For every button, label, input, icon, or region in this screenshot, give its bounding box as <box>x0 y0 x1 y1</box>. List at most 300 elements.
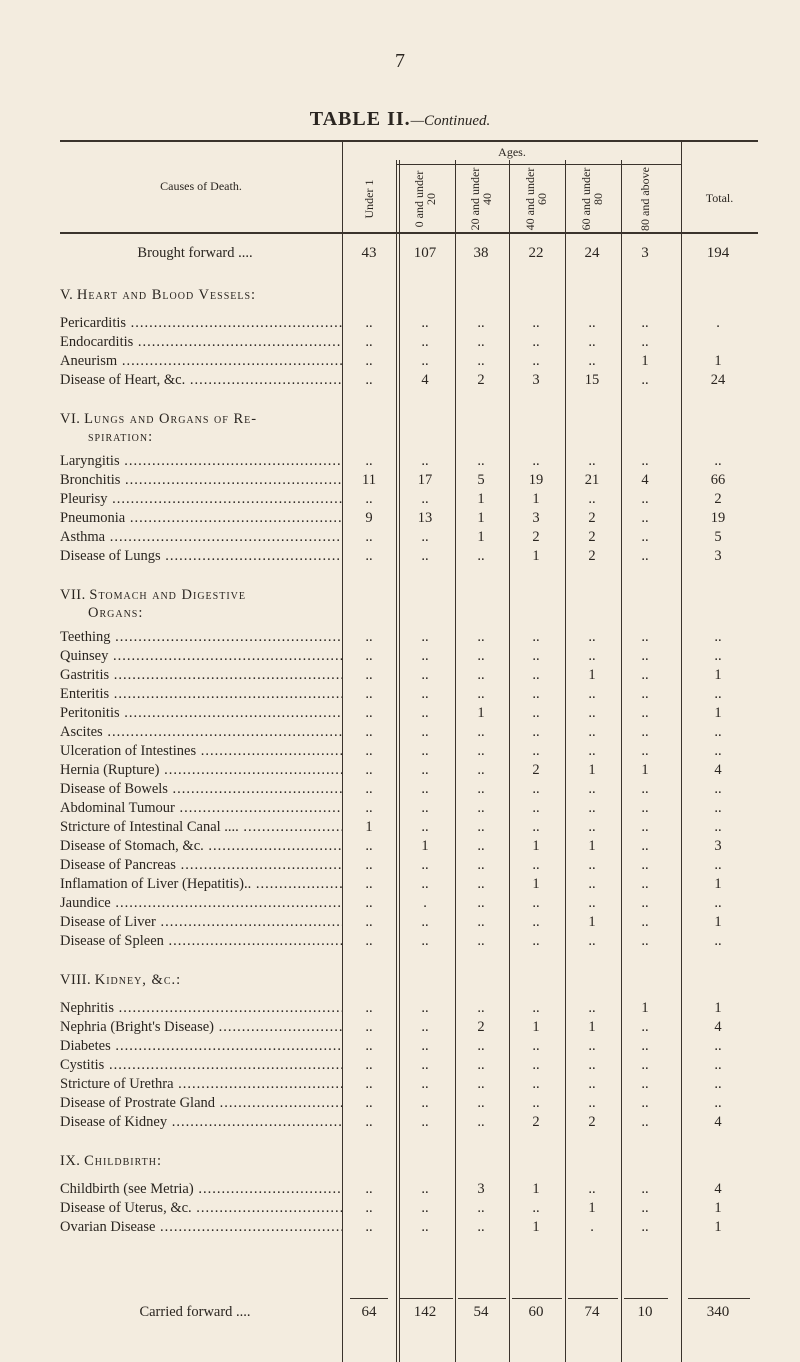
table-row-val-4: .. <box>532 724 540 740</box>
section-numeral: V. <box>60 287 74 303</box>
table-row-val-7: 1 <box>714 667 722 683</box>
table-row-val-6: .. <box>641 895 649 911</box>
table-row-val-3: .. <box>477 876 485 892</box>
table-row-val-6: 1 <box>641 1000 649 1016</box>
table-row-val-3: .. <box>477 838 485 854</box>
table-row-val-3: .. <box>477 315 485 331</box>
table-row-val-7: .. <box>714 453 722 469</box>
table-row-val-3: 5 <box>477 472 485 488</box>
table-row-val-3: .. <box>477 1095 485 1111</box>
table-row-val-3: .. <box>477 819 485 835</box>
table-row-label: Nephritis ..... <box>60 997 342 1019</box>
section-numeral: VII. <box>60 587 86 603</box>
table-row-val-5: . <box>590 1219 594 1235</box>
table-row-val-3: .. <box>477 743 485 759</box>
table-row-val-4: 2 <box>532 762 540 778</box>
table-row-val-6: .. <box>641 667 649 683</box>
table-row-val-6: .. <box>641 800 649 816</box>
table-row-val-3: .. <box>477 762 485 778</box>
table-row-val-7: .. <box>714 686 722 702</box>
table-row-val-2: .. <box>421 1114 429 1130</box>
table-row-val-4: .. <box>532 334 540 350</box>
table-row-label: Disease of Spleen ..... <box>60 930 342 952</box>
table-row-val-4: .. <box>532 800 540 816</box>
table-row-val-6: .. <box>641 1219 649 1235</box>
table-row-val-3: 2 <box>477 1019 485 1035</box>
table-row-val-7: .. <box>714 819 722 835</box>
table-row-val-2: .. <box>421 933 429 949</box>
table-row-val-2: 13 <box>417 510 433 526</box>
table-row-val-6: .. <box>641 819 649 835</box>
table-row-val-2: .. <box>421 724 429 740</box>
table-row-val-7: 4 <box>714 762 722 778</box>
table-row-val-4: .. <box>532 629 540 645</box>
table-row-val-4: .. <box>532 648 540 664</box>
table-row-val-7: 1 <box>714 705 722 721</box>
table-row-val-5: .. <box>588 876 596 892</box>
table-row-val-4: 19 <box>528 472 544 488</box>
table-row-val-3: 2 <box>477 372 485 388</box>
table-row-val-7: 1 <box>714 353 722 369</box>
table-row-val-1: .. <box>365 648 373 664</box>
table-row-val-3: 1 <box>477 705 485 721</box>
table-row-val-2: .. <box>421 1057 429 1073</box>
ages-rule <box>397 164 681 165</box>
table-row-label: Disease of Pancreas ..... <box>60 854 342 876</box>
table-row-val-6: .. <box>641 453 649 469</box>
carried-rule-3 <box>458 1298 506 1299</box>
section-header-1 <box>60 286 350 304</box>
table-row-val-5: 1 <box>588 914 596 930</box>
table-row-val-5: 1 <box>588 762 596 778</box>
brought-forward-row-val-3: 38 <box>473 245 489 261</box>
brought-forward-row-label: Brought forward .... <box>137 245 253 261</box>
table-row-val-7: 5 <box>714 529 722 545</box>
section-header-5 <box>60 1152 350 1170</box>
brought-forward-row <box>0 242 800 264</box>
table-row-val-4: 1 <box>532 876 540 892</box>
table-row-val-2: .. <box>421 1019 429 1035</box>
table-row-label: Ovarian Disease ..... <box>60 1216 342 1238</box>
table-row-val-5: 2 <box>588 529 596 545</box>
section-numeral: VIII. <box>60 972 92 988</box>
table-row-val-4: .. <box>532 353 540 369</box>
table-row-val-6: 1 <box>641 353 649 369</box>
table-row-val-3: .. <box>477 629 485 645</box>
table-row-val-1: .. <box>365 334 373 350</box>
table-row-val-2: .. <box>421 1219 429 1235</box>
table-row-val-5: .. <box>588 353 596 369</box>
carried-rule-2 <box>400 1298 453 1299</box>
carried-rule-5 <box>568 1298 618 1299</box>
table-row-val-1: .. <box>365 686 373 702</box>
table-row-val-3: .. <box>477 667 485 683</box>
table-row-val-1: .. <box>365 491 373 507</box>
table-row-val-4: 2 <box>532 529 540 545</box>
header-causes: Causes of Death. <box>160 179 242 193</box>
table-row-val-2: .. <box>421 529 429 545</box>
table-row-val-4: .. <box>532 705 540 721</box>
table-row-label: Disease of Heart, &c. ..... <box>60 369 342 391</box>
table-row-val-6: .. <box>641 914 649 930</box>
table-row-val-6: .. <box>641 857 649 873</box>
table-row-val-1: .. <box>365 315 373 331</box>
section-title: Childbirth: <box>84 1153 163 1169</box>
section-title: Lungs and Organs of Re- <box>84 411 258 427</box>
table-row-label: Peritonitis ..... <box>60 702 342 724</box>
table-row-val-3: .. <box>477 648 485 664</box>
section-numeral: IX. <box>60 1153 81 1169</box>
table-row-val-3: .. <box>477 686 485 702</box>
table-row-val-2: . <box>423 895 427 911</box>
table-row-val-3: .. <box>477 1076 485 1092</box>
table-row-val-7: .. <box>714 857 722 873</box>
table-row-val-5: 1 <box>588 667 596 683</box>
table-row-val-1: .. <box>365 629 373 645</box>
table-row-val-1: .. <box>365 1181 373 1197</box>
table-row-val-7: 3 <box>714 548 722 564</box>
table-row-val-5: 2 <box>588 548 596 564</box>
table-row-val-5: .. <box>588 743 596 759</box>
table-row-label: Pneumonia ..... <box>60 507 342 529</box>
table-row-val-3: 1 <box>477 529 485 545</box>
table-row-val-7: 4 <box>714 1114 722 1130</box>
table-row-val-6: .. <box>641 1181 649 1197</box>
table-row-val-1: .. <box>365 353 373 369</box>
table-row-val-1: .. <box>365 1000 373 1016</box>
table-row-label: Disease of Lungs ..... <box>60 545 342 567</box>
table-row-val-6: .. <box>641 334 649 350</box>
table-row-val-3: .. <box>477 1038 485 1054</box>
table-row-val-5: 15 <box>584 372 600 388</box>
carried-forward-row-val-5: 74 <box>584 1304 600 1320</box>
table-row <box>0 930 800 952</box>
table-row-val-5: .. <box>588 629 596 645</box>
table-row-val-3: .. <box>477 781 485 797</box>
top-rule <box>60 140 758 142</box>
table-row-val-6: .. <box>641 1038 649 1054</box>
table-row-val-6: .. <box>641 1019 649 1035</box>
table-row-val-4: 1 <box>532 1181 540 1197</box>
table-row-val-1: .. <box>365 1200 373 1216</box>
table-row-val-7: 2 <box>714 491 722 507</box>
table-row-val-6: .. <box>641 1114 649 1130</box>
table-row-val-6: 1 <box>641 762 649 778</box>
table-row-val-2: .. <box>421 648 429 664</box>
table-row-val-4: 3 <box>532 510 540 526</box>
table-row-val-2: 1 <box>421 838 429 854</box>
table-title-main: TABLE II. <box>309 108 411 130</box>
table-row-val-1: .. <box>365 705 373 721</box>
table-row-label: Disease of Kidney ..... <box>60 1111 342 1133</box>
table-row-val-2: .. <box>421 315 429 331</box>
table-row-val-7: 19 <box>710 510 726 526</box>
table-row-val-5: .. <box>588 1181 596 1197</box>
table-row-label: Laryngitis ..... <box>60 450 342 472</box>
table-row-val-7: .. <box>714 629 722 645</box>
table-row-val-2: 4 <box>421 372 429 388</box>
table-row-label: Cystitis ..... <box>60 1054 342 1076</box>
table-row-val-5: .. <box>588 1076 596 1092</box>
table-row-val-4: .. <box>532 819 540 835</box>
table-row-val-2: .. <box>421 781 429 797</box>
table-row-val-4: .. <box>532 857 540 873</box>
table-row-val-1: 9 <box>365 510 373 526</box>
table-row <box>0 1216 800 1238</box>
table-row-val-6: .. <box>641 1200 649 1216</box>
carried-rule-1 <box>350 1298 388 1299</box>
table-row-val-6: .. <box>641 1095 649 1111</box>
table-row-val-4: 1 <box>532 548 540 564</box>
table-row-val-2: .. <box>421 667 429 683</box>
table-row-val-4: .. <box>532 914 540 930</box>
table-row-val-1: .. <box>365 914 373 930</box>
table-row-label: Endocarditis ..... <box>60 331 342 353</box>
brought-forward-row-val-5: 24 <box>584 245 600 261</box>
table-row-val-4: .. <box>532 1057 540 1073</box>
table-row-val-4: 3 <box>532 372 540 388</box>
carried-forward-row-val-4: 60 <box>528 1304 544 1320</box>
table-row-val-5: .. <box>588 705 596 721</box>
table-row-val-1: .. <box>365 724 373 740</box>
section-title: Heart and Blood Vessels: <box>76 287 257 303</box>
table-row-val-2: .. <box>421 743 429 759</box>
table-row-val-1: 11 <box>362 472 376 488</box>
table-row-val-5: .. <box>588 724 596 740</box>
table-row-val-7: .. <box>714 724 722 740</box>
table-row-label: Quinsey ..... <box>60 645 342 667</box>
table-row-val-1: .. <box>365 838 373 854</box>
header-total: Total. <box>705 191 734 205</box>
carried-forward-row-val-6: 10 <box>637 1304 653 1320</box>
table-row-val-7: 1 <box>714 1219 722 1235</box>
table-row-val-7: .. <box>714 1095 722 1111</box>
table-row-val-5: .. <box>588 781 596 797</box>
header-age-col-4: 40 and under 60 <box>523 167 549 231</box>
page-number: 7 <box>395 50 405 72</box>
table-row-val-2: .. <box>421 762 429 778</box>
table-row-val-3: .. <box>477 895 485 911</box>
table-row-val-5: 1 <box>588 1200 596 1216</box>
carried-forward-row-val-7: 340 <box>706 1304 730 1320</box>
table-row-val-2: .. <box>421 548 429 564</box>
table-row-val-7: .. <box>714 743 722 759</box>
brought-forward-row-val-7: 194 <box>706 245 730 261</box>
table-row-val-7: .. <box>714 895 722 911</box>
table-row-val-7: 1 <box>714 1200 722 1216</box>
table-row-val-5: .. <box>588 686 596 702</box>
table-row-val-2: .. <box>421 857 429 873</box>
table-row-val-4: .. <box>532 315 540 331</box>
table-row-val-3: .. <box>477 1219 485 1235</box>
table-row-label: Nephria (Bright's Disease) ..... <box>60 1016 342 1038</box>
carried-forward-row-val-1: 64 <box>361 1304 377 1320</box>
table-row-label: Childbirth (see Metria) ..... <box>60 1178 342 1200</box>
table-row-val-7: 1 <box>714 876 722 892</box>
table-row-val-6: .. <box>641 629 649 645</box>
table-row-val-4: .. <box>532 895 540 911</box>
table-row-label: Ulceration of Intestines ..... <box>60 740 342 762</box>
table-row-val-3: .. <box>477 1200 485 1216</box>
table-row-val-6: .. <box>641 510 649 526</box>
table-row-val-7: 4 <box>714 1019 722 1035</box>
table-row-label: Diabetes ..... <box>60 1035 342 1057</box>
table-row-val-6: .. <box>641 1076 649 1092</box>
brought-forward-row-val-1: 43 <box>361 245 377 261</box>
table-row-val-5: .. <box>588 895 596 911</box>
table-row-val-4: 1 <box>532 838 540 854</box>
table-row-val-3: .. <box>477 857 485 873</box>
table-row-label: Disease of Uterus, &c. ..... <box>60 1197 342 1219</box>
table-row-val-7: 66 <box>710 472 726 488</box>
table-row-val-2: .. <box>421 491 429 507</box>
header-age-col-5: 60 and under 80 <box>579 167 605 231</box>
table-row-val-1: .. <box>365 372 373 388</box>
table-row-val-4: .. <box>532 781 540 797</box>
carried-forward-row-val-3: 54 <box>473 1304 489 1320</box>
table-row-label: Disease of Bowels ..... <box>60 778 342 800</box>
table-row-val-3: 1 <box>477 510 485 526</box>
table-row-val-7: 3 <box>714 838 722 854</box>
table-row-val-5: 1 <box>588 838 596 854</box>
table-row-val-2: .. <box>421 800 429 816</box>
table-row-val-3: .. <box>477 914 485 930</box>
table-row-val-3: .. <box>477 353 485 369</box>
table-row-val-3: .. <box>477 800 485 816</box>
table-row-val-5: 21 <box>584 472 600 488</box>
table-row-label: Aneurism ..... <box>60 350 342 372</box>
section-numeral: VI. <box>60 411 81 427</box>
brought-forward-row-val-6: 3 <box>641 245 649 261</box>
table-row-label: Stricture of Intestinal Canal .... ..... <box>60 816 342 838</box>
table-row-val-1: .. <box>365 762 373 778</box>
table-row-val-3: .. <box>477 1057 485 1073</box>
section-title-cont: spiration: <box>88 429 154 445</box>
table-row-val-5: .. <box>588 648 596 664</box>
table-row-label: Gastritis ..... <box>60 664 342 686</box>
table-row-label: Disease of Prostrate Gland ..... <box>60 1092 342 1114</box>
table-row-val-6: .. <box>641 838 649 854</box>
table-row-val-2: .. <box>421 686 429 702</box>
carried-forward-row-label: Carried forward .... <box>139 1304 251 1320</box>
table-row-val-1: .. <box>365 453 373 469</box>
table-row-val-1: .. <box>365 1057 373 1073</box>
table-row-val-2: .. <box>421 876 429 892</box>
table-row-val-7: .. <box>714 800 722 816</box>
table-row-val-5: .. <box>588 857 596 873</box>
table-row-val-7: .. <box>714 1038 722 1054</box>
table-row-val-5: .. <box>588 334 596 350</box>
table-row-val-7: 4 <box>714 1181 722 1197</box>
table-row-val-5: .. <box>588 1000 596 1016</box>
table-row-val-4: 1 <box>532 491 540 507</box>
table-row-val-1: .. <box>365 1095 373 1111</box>
section-header-4 <box>60 971 350 989</box>
table-row <box>0 545 800 567</box>
table-row-val-1: .. <box>365 781 373 797</box>
table-row-val-7: . <box>716 315 720 331</box>
section-title: Stomach and Digestive <box>89 587 246 603</box>
header-age-col-3: 20 and under 40 <box>468 167 494 231</box>
table-row-val-3: .. <box>477 933 485 949</box>
table-row-val-6: .. <box>641 724 649 740</box>
table-row-val-5: .. <box>588 1038 596 1054</box>
table-row-val-4: .. <box>532 1000 540 1016</box>
table-row-val-6: .. <box>641 743 649 759</box>
table-row-val-2: .. <box>421 1038 429 1054</box>
table-row-label: Hernia (Rupture) ..... <box>60 759 342 781</box>
table-row-val-7: .. <box>714 1076 722 1092</box>
header-ages: Ages. <box>498 145 526 159</box>
table-row-val-2: .. <box>421 914 429 930</box>
table-row-val-7: 1 <box>714 1000 722 1016</box>
section-title: Kidney, &c.: <box>94 972 182 988</box>
table-row-val-5: 2 <box>588 1114 596 1130</box>
table-row-val-6: .. <box>641 686 649 702</box>
table-row-val-5: .. <box>588 491 596 507</box>
table-row-val-1: .. <box>365 1076 373 1092</box>
table-row-val-7: 24 <box>710 372 726 388</box>
table-row-val-1: .. <box>365 1114 373 1130</box>
header-age-col-2: 0 and under 20 <box>412 170 438 228</box>
table-row-val-1: .. <box>365 548 373 564</box>
table-row-val-5: .. <box>588 1095 596 1111</box>
table-row-val-4: .. <box>532 453 540 469</box>
table-row-label: Inflamation of Liver (Hepatitis).. ..... <box>60 873 342 895</box>
section-header-3 <box>60 586 350 622</box>
table-row-label: Enteritis ..... <box>60 683 342 705</box>
table-row-val-2: .. <box>421 819 429 835</box>
table-row-val-5: .. <box>588 933 596 949</box>
table-row-val-7: .. <box>714 781 722 797</box>
table-row-label: Disease of Liver ..... <box>60 911 342 933</box>
table-row-val-5: 1 <box>588 1019 596 1035</box>
header-age-col-6: 80 and above <box>638 167 652 231</box>
table-row-val-7: .. <box>714 933 722 949</box>
table-row-val-1: .. <box>365 667 373 683</box>
table-row-val-5: .. <box>588 1057 596 1073</box>
table-row <box>0 369 800 391</box>
table-row-label: Teething ..... <box>60 626 342 648</box>
table-row-label: Jaundice ..... <box>60 892 342 914</box>
table-row-val-4: .. <box>532 1076 540 1092</box>
table-row-label: Bronchitis ..... <box>60 469 342 491</box>
table-row-val-3: .. <box>477 334 485 350</box>
table-row-val-2: .. <box>421 705 429 721</box>
table-row-val-3: .. <box>477 1000 485 1016</box>
table-row-val-4: 1 <box>532 1019 540 1035</box>
table-row-val-6: 4 <box>641 472 649 488</box>
table-row-val-1: .. <box>365 1219 373 1235</box>
table-row-val-2: .. <box>421 334 429 350</box>
table-row-val-6: .. <box>641 648 649 664</box>
table-row-val-1: .. <box>365 876 373 892</box>
table-row-val-3: 1 <box>477 491 485 507</box>
table-row-val-2: .. <box>421 629 429 645</box>
table-row-val-6: .. <box>641 315 649 331</box>
table-row-label: Pericarditis ..... <box>60 312 342 334</box>
table-row <box>0 1111 800 1133</box>
table-row-val-1: .. <box>365 1019 373 1035</box>
section-header-2 <box>60 410 350 446</box>
table-row-val-5: .. <box>588 800 596 816</box>
carried-forward-row-val-2: 142 <box>413 1304 437 1320</box>
table-row-val-4: .. <box>532 1095 540 1111</box>
table-row-val-4: .. <box>532 1200 540 1216</box>
carried-forward-row <box>0 1301 800 1323</box>
table-row-val-4: 1 <box>532 1219 540 1235</box>
table-row-val-1: .. <box>365 529 373 545</box>
